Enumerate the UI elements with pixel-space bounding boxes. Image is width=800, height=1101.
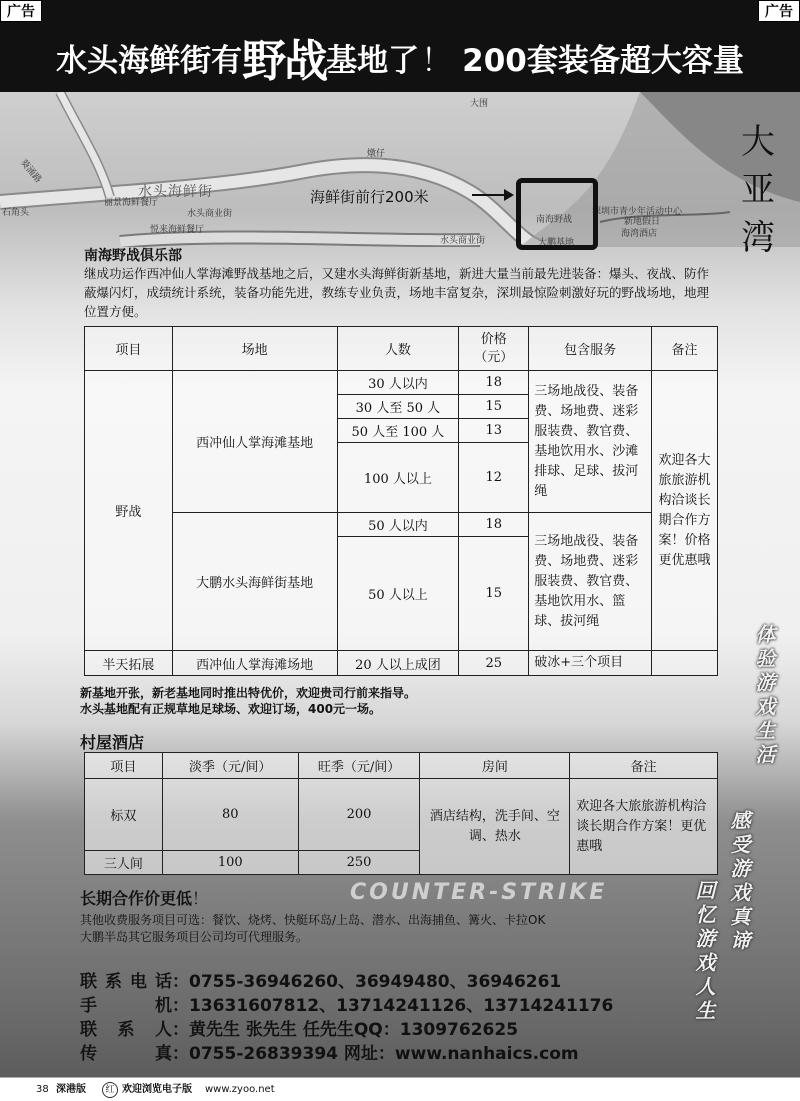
notice <box>80 685 416 717</box>
price-cell: 18 <box>459 371 529 395</box>
brand-circle-icon: 红 <box>102 1082 118 1098</box>
contact-value: ：0755-36946260、36949480、36946261 <box>172 972 562 992</box>
people-cell: 30 人以内 <box>337 371 459 395</box>
header-cell: 价格 （元） <box>459 327 529 371</box>
map-label: 海湾酒店 <box>621 229 658 239</box>
page-number: 38 <box>36 1084 49 1095</box>
headline-part4: 200套装备超大容量 <box>462 42 744 79</box>
high-season-cell: 250 <box>298 851 420 875</box>
low-season-cell: 80 <box>162 779 298 851</box>
map-label: 深圳市青少年活动中心 <box>592 207 683 217</box>
price-cell: 15 <box>459 395 529 419</box>
header-cell: 人数 <box>337 327 459 371</box>
club-title: 南海野战俱乐部 <box>84 248 182 264</box>
high-season-cell: 200 <box>298 779 420 851</box>
people-cell: 30 人至 50 人 <box>337 395 459 419</box>
calligraphy-slogan: 感受游戏真谛 <box>727 810 751 954</box>
contact-label: 联系人 <box>80 1020 172 1040</box>
contact-fax <box>80 1042 720 1066</box>
bay-name: 大亚湾 <box>741 122 775 258</box>
room-type-cell: 标双 <box>85 779 163 851</box>
counter-strike-logo: COUNTER-STRIKE <box>350 880 608 905</box>
header-cell: 旺季（元/间） <box>298 753 420 779</box>
venue-cell: 西冲仙人掌海滩场地 <box>172 651 337 676</box>
service-cell: 三场地战役、装备费、场地费、迷彩服装费、教官费、基地饮用水、沙滩排球、足球、拔河绳 <box>529 371 652 513</box>
contact-label: 联系电话 <box>80 972 172 992</box>
arrow-right-icon <box>472 194 506 196</box>
header-cell: 备注 <box>652 327 718 371</box>
project-cell: 野战 <box>85 371 173 651</box>
header-cell: 项目 <box>85 327 173 371</box>
edition-label: 深港版 <box>56 1084 86 1095</box>
room-cell: 酒店结构，洗手间、空调、热水 <box>420 779 570 875</box>
people-cell: 50 人以内 <box>337 513 459 537</box>
contact-phone <box>80 970 720 994</box>
headline-part3: 基地了 <box>326 42 420 79</box>
directions-note: 海鲜街前行200米 <box>310 188 429 206</box>
contact-label: 传真 <box>80 1044 172 1064</box>
project-cell: 半天拓展 <box>85 651 173 676</box>
longterm-description <box>80 912 700 946</box>
contact-block <box>80 970 720 1066</box>
header-cell: 场地 <box>172 327 337 371</box>
table-row <box>85 651 718 676</box>
map-label: 石角头 <box>2 208 30 218</box>
hotel-table <box>84 752 718 875</box>
ad-label-left: 广告 <box>0 0 42 22</box>
longterm-title-excl: ！ <box>192 889 209 908</box>
price-cell: 15 <box>459 537 529 651</box>
venue-cell: 大鹏水头海鲜街基地 <box>172 513 337 651</box>
contact-mobile <box>80 994 720 1018</box>
table-row <box>85 513 718 537</box>
calligraphy-slogan: 回忆游戏人生 <box>692 880 716 1024</box>
map-label: 水头商业街 <box>187 209 233 219</box>
contact-value: ：黄先生 张先生 任先生QQ：1309762625 <box>172 1020 519 1040</box>
map-label: 新地假日 <box>624 217 661 227</box>
notice-line: 水头基地配有正规草地足球场、欢迎订场，400元一场。 <box>80 702 382 716</box>
longterm-line: 其他收费服务项目可选：餐饮、烧烤、快艇环岛/上岛、潜水、出海捕鱼、篝火、卡拉OK <box>80 913 546 927</box>
price-cell: 18 <box>459 513 529 537</box>
contact-value: ：0755-26839394 网址：www.nanhaics.com <box>172 1044 579 1064</box>
map-label: 南海野战 <box>536 215 573 225</box>
header-cell: 备注 <box>570 753 718 779</box>
price-table <box>84 326 718 676</box>
ad-label-right: 广告 <box>758 0 800 22</box>
note-cell: 欢迎各大旅旅游机构洽谈长期合作方案！价格更优惠哦 <box>652 371 718 651</box>
contact-label: 手机 <box>80 996 172 1016</box>
location-highlight-box <box>516 178 598 250</box>
service-cell: 三场地战役、装备费、场地费、迷彩服装费、教官费、基地饮用水、篮球、拔河绳 <box>529 513 652 651</box>
price-cell: 25 <box>459 651 529 676</box>
people-cell: 50 人至 100 人 <box>337 419 459 443</box>
longterm-line: 大鹏半岛其它服务项目公司均可代理服务。 <box>80 930 309 944</box>
arrow-head-icon <box>504 189 514 201</box>
price-cell: 13 <box>459 419 529 443</box>
notice-line: 新基地开张，新老基地同时推出特优价，欢迎贵司行前来指导。 <box>80 686 417 700</box>
club-description: 继成功运作西冲仙人掌海滩野战基地之后，又建水头海鲜街新基地，新进大量当前最先进装备：爆头、夜战、防作蔽爆闪灯，成绩统计系统，装备功能先进，教练专业负责，场地丰富复杂，深圳最惊险刺激好玩的野战场地，地理位置方便。 <box>84 266 710 319</box>
headline-emphasis: 野战 <box>242 36 327 87</box>
price-table-header <box>85 327 718 371</box>
map-label: 燉仔 <box>367 149 386 159</box>
headline-exclamation: ！ <box>421 42 453 79</box>
longterm-title-text: 长期合作价更低 <box>80 889 193 908</box>
map-label: 葵涌路 <box>17 157 43 186</box>
price-cell: 12 <box>459 443 529 513</box>
location-map <box>0 92 800 247</box>
map-label: 水头商业街 <box>440 236 486 246</box>
header-cell: 包含服务 <box>529 327 652 371</box>
headline <box>0 22 800 92</box>
people-cell: 100 人以上 <box>337 443 459 513</box>
calligraphy-slogan: 体验游戏生活 <box>752 624 776 768</box>
header-cell: 项目 <box>85 753 163 779</box>
map-label: 大鹏基地 <box>538 238 575 248</box>
table-row <box>85 779 718 851</box>
page-footer <box>0 1077 800 1101</box>
footer-url: www.zyoo.net <box>205 1084 275 1095</box>
map-roads-graphic <box>0 92 800 247</box>
hotel-table-header <box>85 753 718 779</box>
map-label: 丽景海鲜餐厅 <box>104 198 159 208</box>
header-cell: 淡季（元/间） <box>162 753 298 779</box>
venue-cell: 西冲仙人掌海滩基地 <box>172 371 337 513</box>
header-cell: 房间 <box>420 753 570 779</box>
table-row <box>85 371 718 395</box>
map-label: 大围 <box>470 99 489 109</box>
service-cell: 破冰+三个项目 <box>529 651 652 676</box>
room-type-cell: 三人间 <box>85 851 163 875</box>
note-cell: 欢迎各大旅旅游机构洽谈长期合作方案！更优惠哦 <box>570 779 718 875</box>
headline-part1: 水头海鲜街有 <box>56 42 243 79</box>
low-season-cell: 100 <box>162 851 298 875</box>
top-band <box>0 0 800 22</box>
note-cell <box>652 651 718 676</box>
contact-value: ：13631607812、13714241126、13714241176 <box>172 996 614 1016</box>
hotel-title: 村屋酒店 <box>80 733 145 752</box>
longterm-title <box>80 886 208 909</box>
map-label: 悦来海鲜餐厅 <box>150 225 205 235</box>
street-watermark: 水头海鲜街 <box>138 184 213 200</box>
people-cell: 50 人以上 <box>337 537 459 651</box>
people-cell: 20 人以上成团 <box>337 651 459 676</box>
welcome-text: 欢迎浏览电子版 <box>122 1084 192 1095</box>
contact-person <box>80 1018 720 1042</box>
